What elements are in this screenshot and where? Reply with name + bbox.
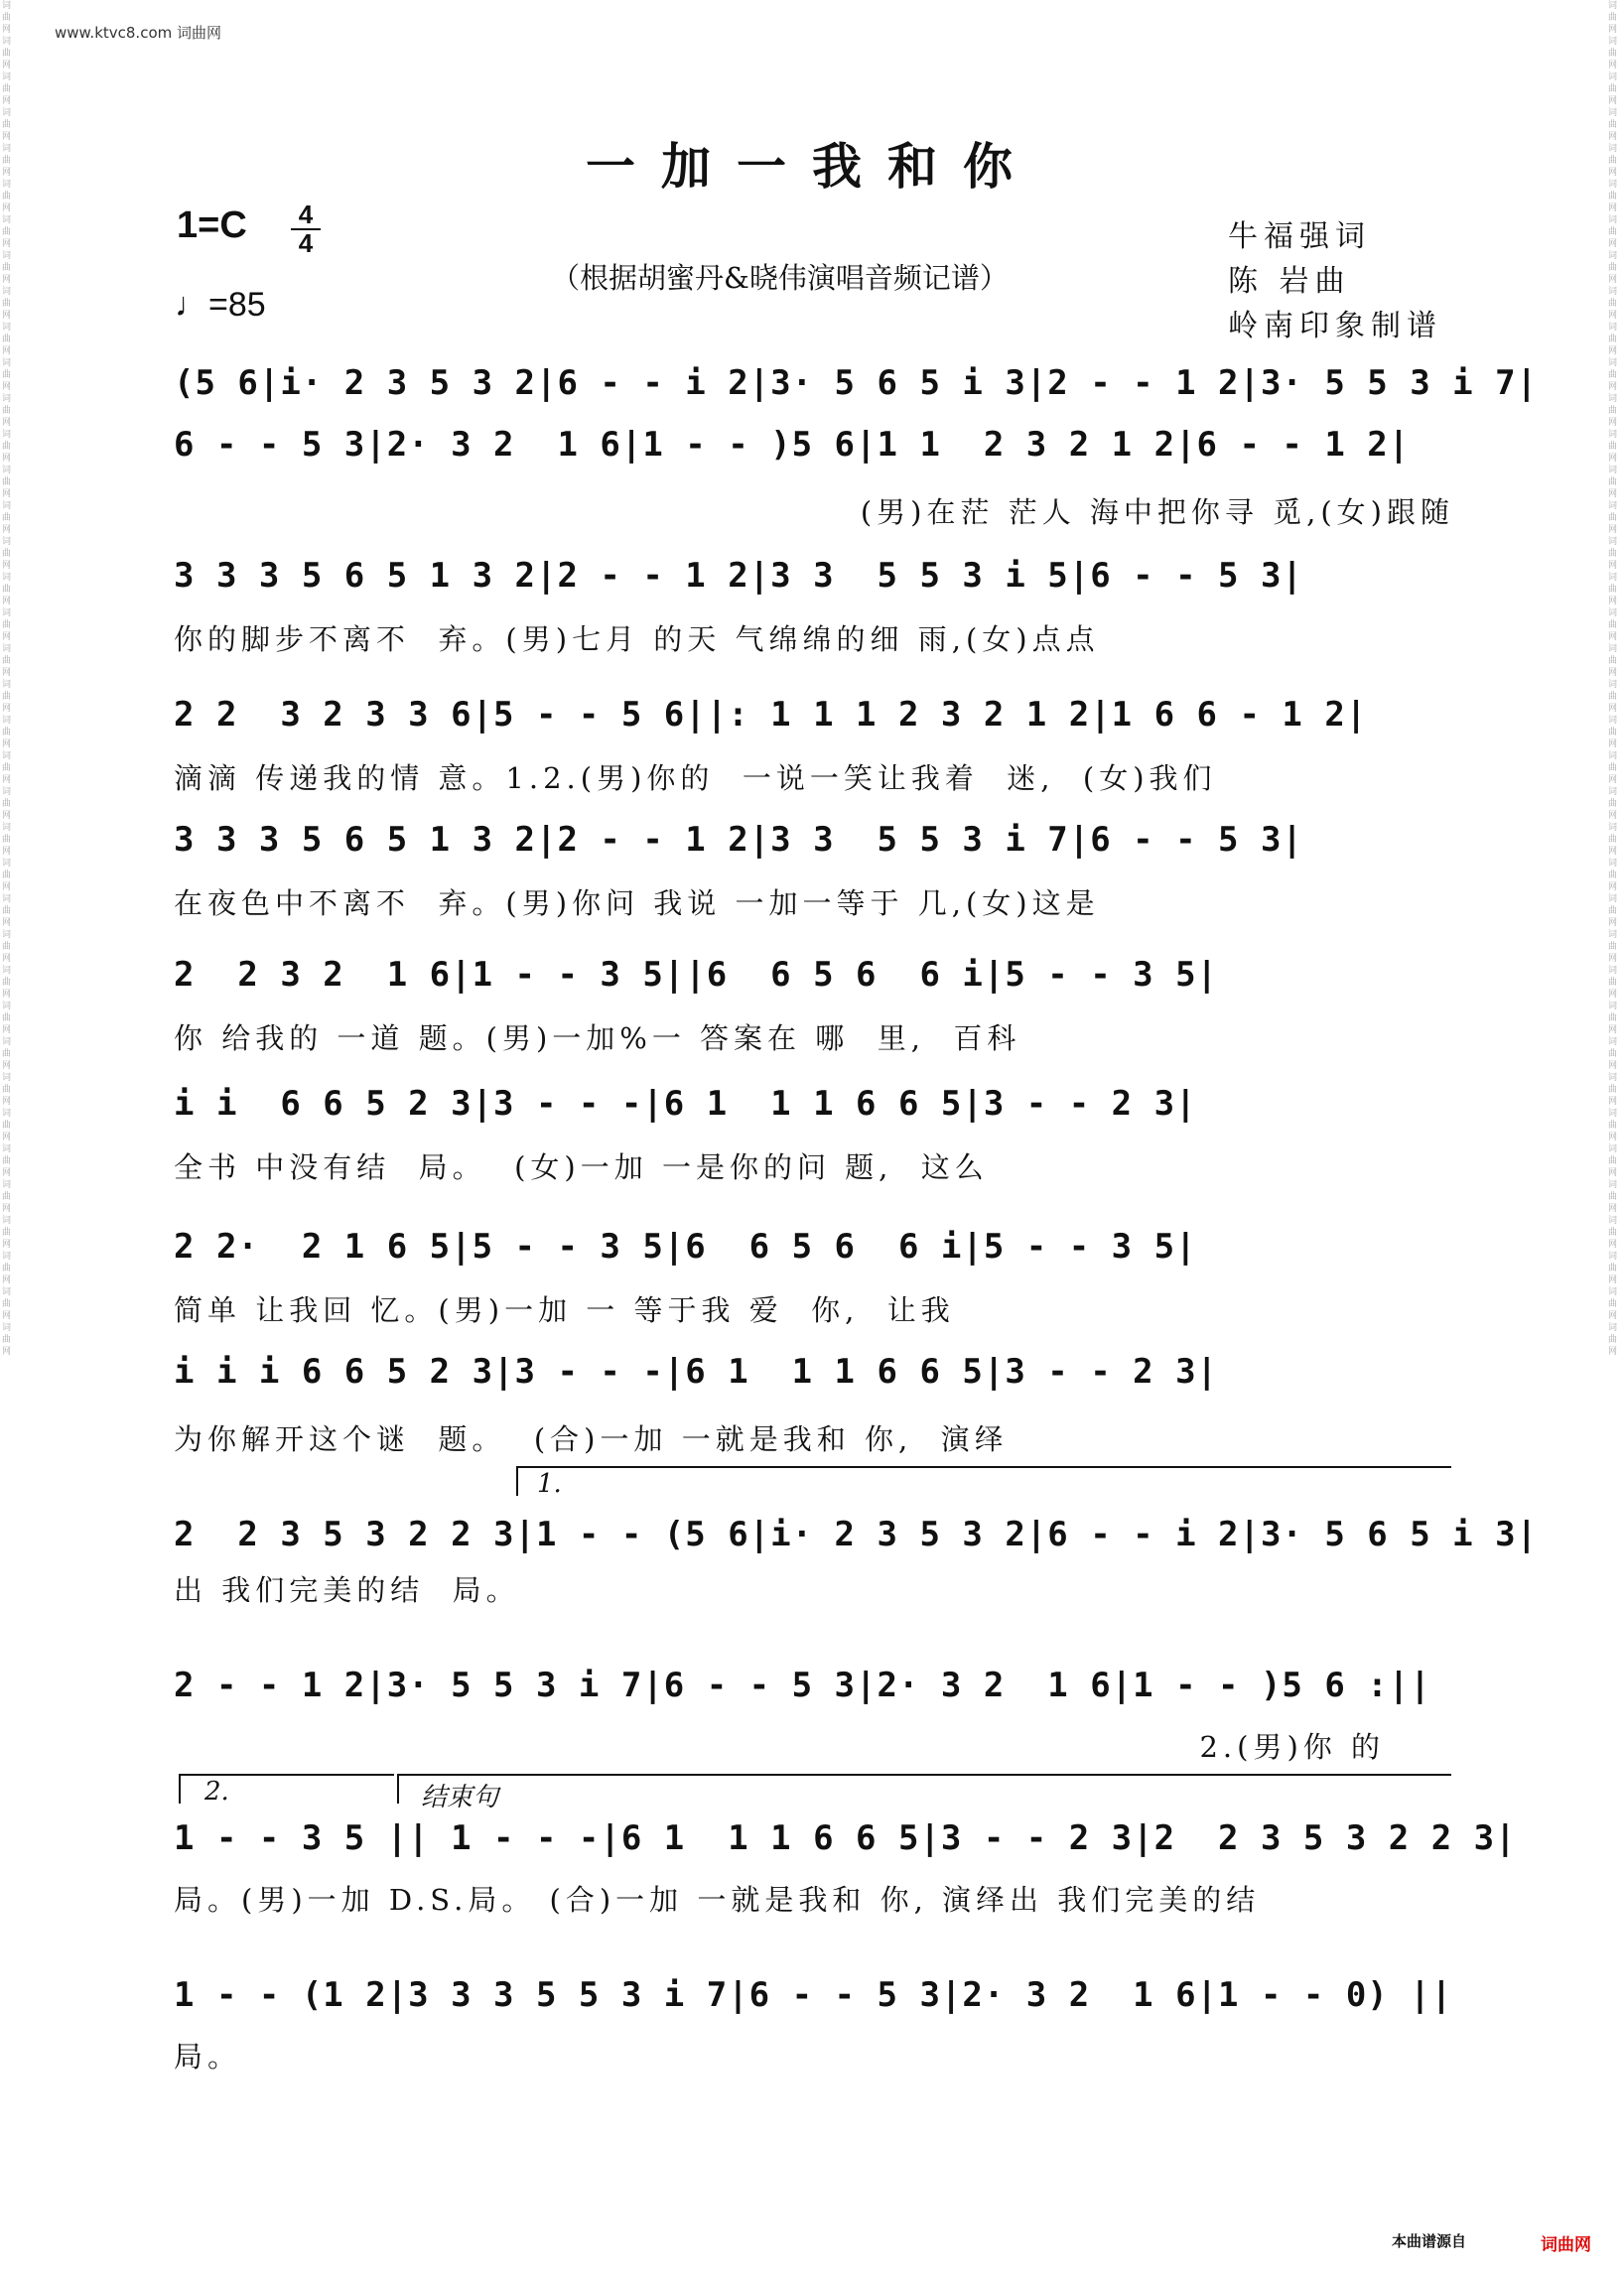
lyric: 局。(男)一加 D.S.局。 (合)一加 一就是我和 你, 演绎出 我们完美的结 (174, 1883, 1261, 1917)
notes: 2 2 3 2 3 3 6|5 - - 5 6||: 1 1 1 2 3 2 1 2|1 6 6 - 1 2| (174, 695, 1368, 735)
lyric: 你 给我的 一道 题。(男)一加%一 答案在 哪 里, 百科 (174, 1021, 1021, 1055)
notes: 2 2 3 5 3 2 2 3|1 - - (5 6|i· 2 3 5 3 2|6 - - i 2|3· 5 6 5 i 3| (174, 1515, 1539, 1554)
left-edge-watermark: 词曲网词曲网词曲网词曲网词曲网词曲网词曲网词曲网词曲网词曲网词曲网词曲网词曲网词曲网词曲网词曲网词曲网词曲网词曲网词曲网词曲网词曲网词曲网词曲网词曲网词曲网词曲网词曲网词曲网词曲网词曲网词曲网词曲网词曲网词曲网词曲网词曲网词曲网 (2, 1, 12, 1357)
tempo-marking: ♩=85 (175, 286, 266, 324)
first-ending-bracket (516, 1466, 1451, 1496)
first-ending-label: 1. (537, 1469, 562, 1499)
arranger-credit: 岭南印象制谱 (1228, 309, 1442, 343)
song-title: 一加一我和你 (586, 137, 1038, 196)
lyric: 在夜色中不离不 弃。(男)你问 我说 一加一等于 几,(女)这是 (174, 886, 1100, 920)
notes: (5 6|i· 2 3 5 3 2|6 - - i 2|3· 5 6 5 i 3|2 - - 1 2|3· 5 5 3 i 7| (174, 363, 1539, 403)
time-sig-bottom: 4 (291, 228, 321, 257)
lyric: 你的脚步不离不 弃。(男)七月 的天 气绵绵的细 雨,(女)点点 (174, 622, 1100, 656)
lyric: 2.(男)你 的 (1199, 1730, 1385, 1764)
lyric: (男)在茫 茫人 海中把你寻 觅,(女)跟随 (860, 495, 1454, 529)
notes: i i 6 6 5 2 3|3 - - -|6 1 1 1 6 6 5|3 - - 2 3| (174, 1084, 1197, 1124)
notes: 2 2 3 2 1 6|1 - - 3 5||6 6 5 6 6 i|5 - - 3 5| (174, 955, 1219, 995)
notes: 1 - - (1 2|3 3 3 5 5 3 i 7|6 - - 5 3|2· 3 2 1 6|1 - - 0) || (174, 1975, 1453, 2015)
composer-credit: 陈 岩曲 (1228, 264, 1351, 299)
notes: i i i 6 6 5 2 3|3 - - -|6 1 1 1 6 6 5|3 - - 2 3| (174, 1352, 1219, 1392)
key-signature: 1=C (177, 204, 247, 246)
time-signature (291, 201, 321, 257)
coda-bracket (397, 1774, 1451, 1804)
footer-source: 本曲谱源自 (1392, 2232, 1467, 2250)
second-ending-label: 2. (204, 1777, 229, 1807)
subtitle: （根据胡蜜丹&晓伟演唱音频记谱） (551, 261, 1009, 295)
right-edge-watermark: 词曲网词曲网词曲网词曲网词曲网词曲网词曲网词曲网词曲网词曲网词曲网词曲网词曲网词曲网词曲网词曲网词曲网词曲网词曲网词曲网词曲网词曲网词曲网词曲网词曲网词曲网词曲网词曲网词曲网词曲网词曲网词曲网词曲网词曲网词曲网词曲网词曲网词曲网 (1608, 1, 1618, 1357)
notes: 3 3 3 5 6 5 1 3 2|2 - - 1 2|3 3 5 5 3 i 7|6 - - 5 3| (174, 820, 1303, 860)
notes: 6 - - 5 3|2· 3 2 1 6|1 - - )5 6|1 1 2 3 2 1 2|6 - - 1 2| (174, 425, 1411, 465)
time-sig-top: 4 (298, 200, 314, 229)
notes: 3 3 3 5 6 5 1 3 2|2 - - 1 2|3 3 5 5 3 i 5|6 - - 5 3| (174, 556, 1303, 596)
lyric: 为你解开这个谜 题。 (合)一加 一就是我和 你, 演绎 (174, 1422, 1009, 1456)
notes: 1 - - 3 5 || 1 - - -|6 1 1 1 6 6 5|3 - - 2 3|2 2 3 5 3 2 2 3| (174, 1818, 1517, 1858)
lyricist-credit: 牛福强词 (1228, 219, 1371, 254)
lyric: 滴滴 传递我的情 意。1.2.(男)你的 一说一笑让我着 迷, (女)我们 (174, 761, 1217, 795)
lyric: 全书 中没有结 局。 (女)一加 一是你的问 题, 这么 (174, 1150, 989, 1184)
site-url: www.ktvc8.com 词曲网 (55, 24, 222, 42)
notes: 2 2· 2 1 6 5|5 - - 3 5|6 6 5 6 6 i|5 - - 3 5| (174, 1227, 1197, 1267)
notes: 2 - - 1 2|3· 5 5 3 i 7|6 - - 5 3|2· 3 2 1 6|1 - - )5 6 :|| (174, 1666, 1431, 1705)
lyric: 局。 (174, 2040, 242, 2074)
footer-brand[interactable]: 词曲网 (1541, 2235, 1591, 2255)
coda-label: 结束句 (421, 1783, 499, 1812)
lyric: 出 我们完美的结 局。 (174, 1573, 520, 1607)
lyric: 简单 让我回 忆。(男)一加 一 等于我 爱 你, 让我 (174, 1293, 955, 1327)
